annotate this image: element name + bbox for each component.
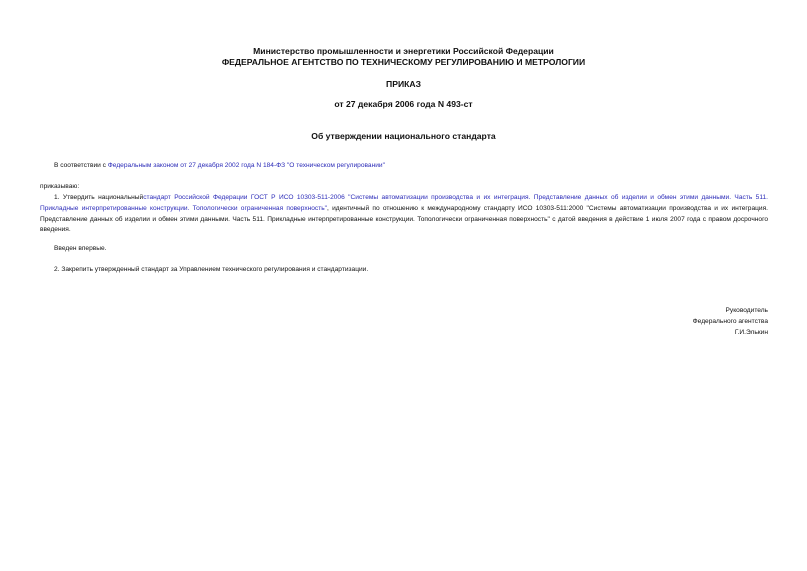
ministry-heading: Министерство промышленности и энергетики Российской Федерации <box>253 46 554 56</box>
introduced-note: Введен впервые. <box>54 245 107 252</box>
signature-organization: Федерального агентства <box>692 318 768 325</box>
item-2-paragraph: 2. Закрепить утвержденный стандарт за Управлением технического регулирования и стандартизации. <box>54 266 369 273</box>
item-1-suffix: , идентичный по отношению к международному стандарту ИСО 10303-511:2000 "Системы автоматизации производства и их интеграция. Представление данных об изделии и обмен этими данными. Часть 511. Прикладные интерпретированные конструкции. Топологически ограниченная поверхность" с датой введения в действие 1 июля 2007 года с правом досрочного введения. <box>40 204 768 234</box>
subject-heading: Об утверждении национального стандарта <box>311 131 496 141</box>
agency-heading: ФЕДЕРАЛЬНОЕ АГЕНТСТВО ПО ТЕХНИЧЕСКОМУ РЕГУЛИРОВАНИЮ И МЕТРОЛОГИИ <box>221 57 586 67</box>
signature-name: Г.И.Элькин <box>734 329 768 336</box>
standard-link[interactable]: стандарт Российской Федерации ГОСТ Р ИСО 10303-511-2006 "Системы автоматизации производства и их интеграция. Представление данных об изделии и обмен этими данными. Часть 511. Прикладные интерпретированные конструкции. Топологически ограниченная поверхность" <box>40 194 768 212</box>
preamble-prefix: В соответствии с <box>54 162 106 169</box>
signature-title: Руководитель <box>725 307 768 314</box>
order-word: приказываю: <box>40 183 80 190</box>
item-1-prefix: 1. Утвердить национальный <box>54 194 144 201</box>
date-number-heading: от 27 декабря 2006 года N 493-ст <box>334 99 473 109</box>
federal-law-link[interactable]: Федеральным законом от 27 декабря 2002 года N 184-ФЗ "О техническом регулировании" <box>107 162 385 169</box>
document-type-heading: ПРИКАЗ <box>386 79 421 89</box>
preamble-paragraph <box>54 161 385 172</box>
item-1-paragraph <box>40 193 768 236</box>
